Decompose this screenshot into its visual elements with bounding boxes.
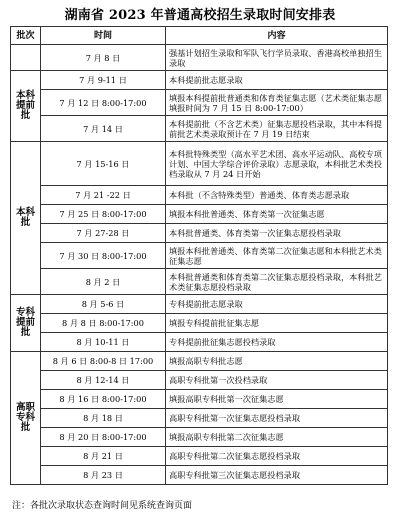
table-row — [11, 333, 388, 352]
table-row — [11, 371, 388, 390]
table-row — [11, 314, 388, 333]
content-cell: 专科提前批志愿录取 — [166, 295, 388, 314]
time-cell: 8 月 5-6 日 — [41, 295, 166, 314]
content-cell: 填报本科批普通类、体育类第二次征集志愿和本科批艺术类征集志愿 — [166, 243, 388, 269]
time-cell: 7 月 8 日 — [41, 45, 166, 71]
content-cell: 高职专科批第二次征集志愿投档录取 — [166, 447, 388, 466]
table-row — [11, 186, 388, 205]
time-cell: 7 月 21 -22 日 — [41, 186, 166, 205]
batch-cell: 专科提前批 — [11, 295, 41, 352]
batch-cell: 本科批 — [11, 142, 41, 295]
header-time: 时间 — [41, 27, 166, 45]
time-cell: 7 月 9-11 日 — [41, 71, 166, 90]
table-row — [11, 205, 388, 224]
time-cell: 8 月 23 日 — [41, 466, 166, 485]
time-cell: 7 月 14 日 — [41, 116, 166, 142]
content-cell: 专科提前批征集志愿投档录取 — [166, 333, 388, 352]
content-cell: 本科批（不含特殊类型）普通类、体育类志愿录取 — [166, 186, 388, 205]
table-row — [11, 447, 388, 466]
time-cell: 8 月 16 日 8:00-17:00 — [41, 390, 166, 409]
content-cell: 本科批普通类、体育类第一次征集志愿投档录取 — [166, 224, 388, 243]
content-cell: 填报高职专科批志愿 — [166, 352, 388, 371]
time-cell: 8 月 8 日 8:00-17:00 — [41, 314, 166, 333]
time-cell: 8 月 12-14 日 — [41, 371, 166, 390]
content-cell: 本科批普通类和体育类第二次征集志愿投档录取，本科批艺术类征集志愿投档录取 — [166, 269, 388, 295]
content-cell: 高职专科批第一次投档录取 — [166, 371, 388, 390]
time-cell: 7 月 15-16 日 — [41, 142, 166, 186]
table-row — [11, 45, 388, 71]
table-row — [11, 390, 388, 409]
table-row — [11, 466, 388, 485]
batch-cell: 本科提前批 — [11, 71, 41, 142]
time-cell: 8 月 20 日 8:00-17:00 — [41, 428, 166, 447]
footnote: 注：各批次录取状态查询时间见系统查询页面 — [12, 501, 193, 511]
time-cell: 8 月 6 日 8:00-8 日 17:00 — [41, 352, 166, 371]
schedule-body — [11, 45, 388, 485]
header-batch: 批次 — [11, 27, 41, 45]
time-cell: 8 月 21 日 — [41, 447, 166, 466]
time-cell: 7 月 27-28 日 — [41, 224, 166, 243]
table-row — [11, 71, 388, 90]
batch-cell: 高职专科批 — [11, 352, 41, 485]
table-row — [11, 142, 388, 186]
table-row — [11, 428, 388, 447]
content-cell: 强基计划招生录取和军队飞行学员录取、香港高校单独招生录取 — [166, 45, 388, 71]
content-cell: 高职专科批第一次征集志愿投档录取 — [166, 409, 388, 428]
content-cell: 填报专科提前批征集志愿 — [166, 314, 388, 333]
time-cell: 7 月 25 日 8:00-17:00 — [41, 205, 166, 224]
table-row — [11, 243, 388, 269]
header-content: 内容 — [166, 27, 388, 45]
batch-cell — [11, 45, 41, 71]
time-cell: 8 月 18 日 — [41, 409, 166, 428]
table-row — [11, 295, 388, 314]
time-cell: 8 月 2 日 — [41, 269, 166, 295]
time-cell: 7 月 30 日 8:00-17:00 — [41, 243, 166, 269]
table-row — [11, 116, 388, 142]
page-title: 湖南省 2023 年普通高校招生录取时间安排表 — [64, 8, 336, 23]
table-row — [11, 90, 388, 116]
content-cell: 本科提前批志愿录取 — [166, 71, 388, 90]
table-row — [11, 224, 388, 243]
table-row — [11, 269, 388, 295]
content-cell: 填报高职专科批第二次征集志愿 — [166, 428, 388, 447]
table-row — [11, 352, 388, 371]
content-cell: 填报高职专科批第一次征集志愿 — [166, 390, 388, 409]
table-header-row — [11, 27, 388, 45]
content-cell: 高职专科批第三次征集志愿投档录取 — [166, 466, 388, 485]
content-cell: 本科批特殊类型（高水平艺术团、高水平运动队、高校专项计划、中国大学综合评价录取）志愿录取，本科批艺术类投档录取从 7 月 24 日开始 — [166, 142, 388, 186]
schedule-table — [10, 26, 388, 485]
content-cell: 填报本科提前批普通类和体育类征集志愿（艺术类征集志愿填报时间为 7 月 15 日 8:00-17:00） — [166, 90, 388, 116]
content-cell: 填报本科批普通类、体育类第一次征集志愿 — [166, 205, 388, 224]
time-cell: 7 月 12 日 8:00-17:00 — [41, 90, 166, 116]
content-cell: 本科提前批（不含艺术类）征集志愿投档录取，其中本科提前批艺术类录取预计在 7 月 19 日结束 — [166, 116, 388, 142]
time-cell: 8 月 10-11 日 — [41, 333, 166, 352]
table-row — [11, 409, 388, 428]
